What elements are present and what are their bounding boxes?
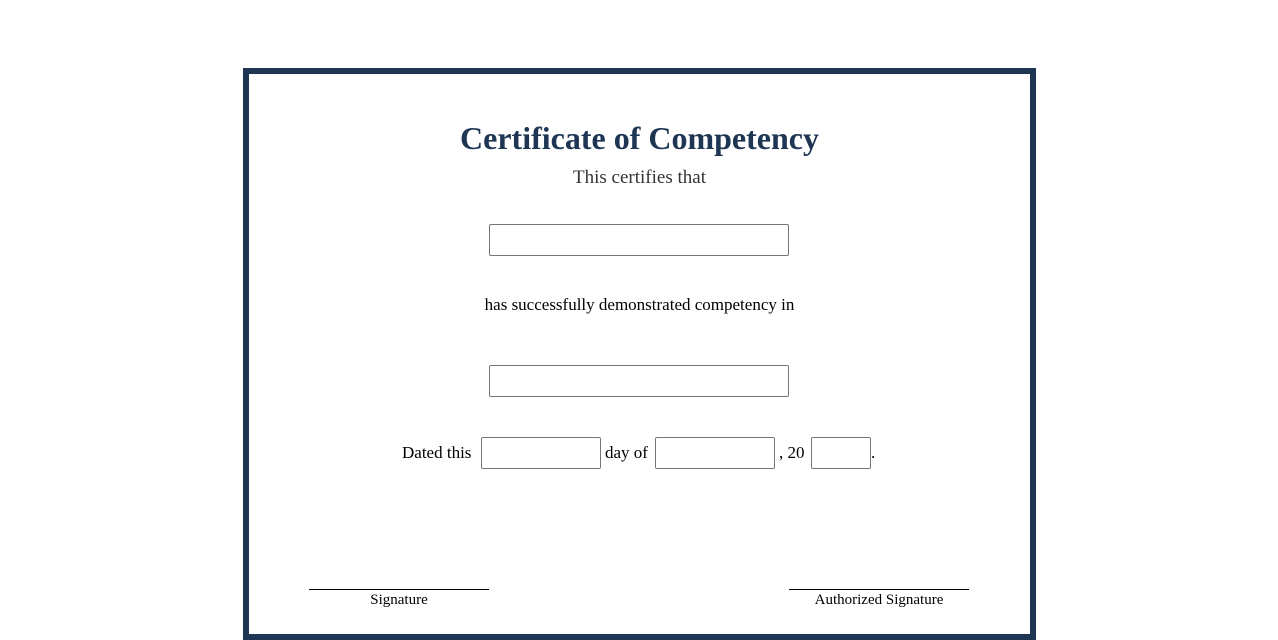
competency-statement: has successfully demonstrated competency in	[484, 295, 795, 314]
year-prefix-label: , 20	[779, 443, 805, 462]
year-input[interactable]	[811, 437, 871, 469]
day-of-label: day of	[605, 443, 648, 462]
certificate-subtitle: This certifies that	[573, 167, 706, 188]
certificate-title: Certificate of Competency	[460, 120, 819, 156]
signature-line	[309, 589, 489, 590]
dated-this-label: Dated this	[402, 443, 472, 462]
month-input[interactable]	[655, 437, 775, 469]
authorized-signature-line	[789, 589, 969, 590]
date-line	[249, 437, 1030, 469]
certificate-frame	[243, 68, 1036, 640]
day-input[interactable]	[481, 437, 601, 469]
date-period: .	[871, 443, 876, 462]
signature-label: Signature	[370, 592, 428, 608]
authorized-signature-label: Authorized Signature	[814, 592, 944, 608]
competency-subject-input[interactable]	[489, 365, 789, 397]
recipient-name-input[interactable]	[489, 224, 789, 256]
